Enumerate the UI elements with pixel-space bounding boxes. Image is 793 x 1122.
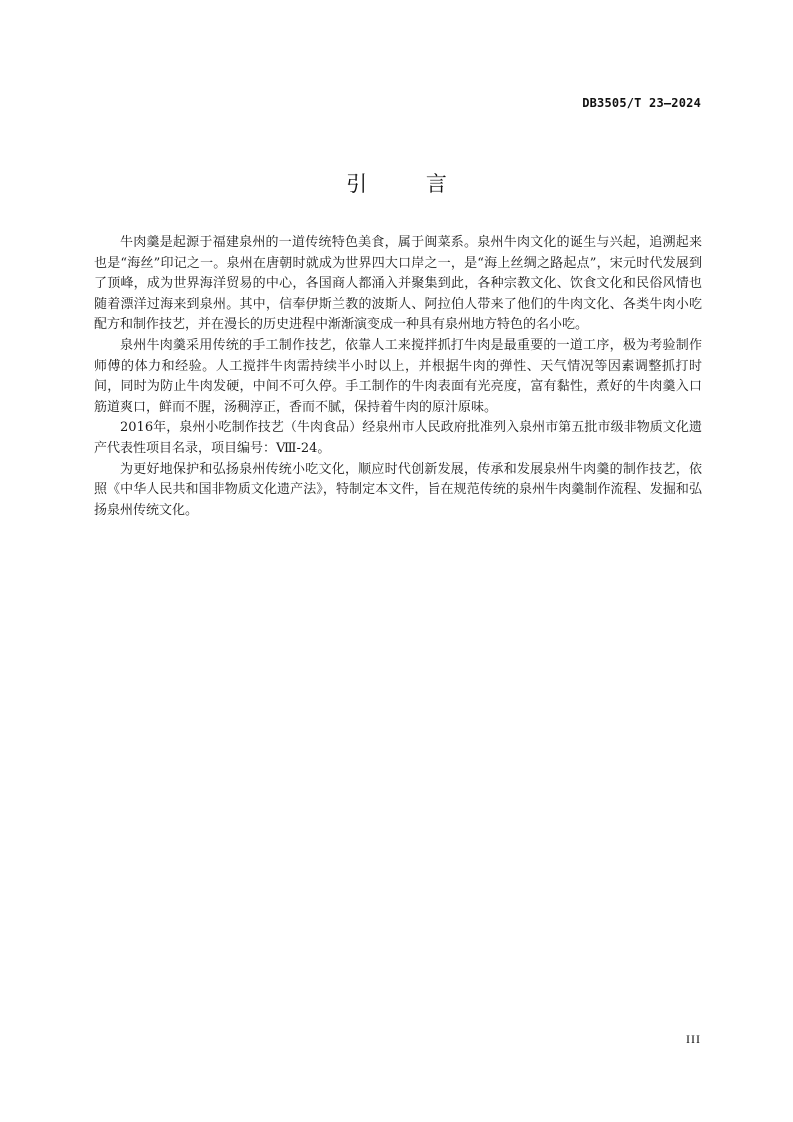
page-number: III bbox=[686, 1032, 701, 1046]
paragraph: 牛肉羹是起源于福建泉州的一道传统特色美食，属于闽菜系。泉州牛肉文化的诞生与兴起，追溯起来也是“海丝”印记之一。泉州在唐朝时就成为世界四大口岸之一，是“海上丝绸之路起点”，宋元时代发展到了顶峰，成为世界海洋贸易的中心，各国商人都涌入并聚集到此，各种宗教文化、饮食文化和民俗风情也随着漂洋过海来到泉州。其中，信奉伊斯兰教的波斯人、阿拉伯人带来了他们的牛肉文化、各类牛肉小吃配方和制作技艺，并在漫长的历史进程中渐渐演变成一种具有泉州地方特色的名小吃。 bbox=[94, 235, 702, 333]
paragraph: 泉州牛肉羹采用传统的手工制作技艺，依靠人工来搅拌抓打牛肉是最重要的一道工序，极为考验制作师傅的体力和经验。人工搅拌牛肉需持续半小时以上，并根据牛肉的弹性、天气情况等因素调整抓打时间，同时为防止牛肉发硬，中间不可久停。手工制作的牛肉表面有光亮度，富有黏性，煮好的牛肉羹入口筋道爽口，鲜而不腥，汤稠淳正，香而不腻，保持着牛肉的原汁原味。 bbox=[94, 337, 702, 415]
paragraph: 为更好地保护和弘扬泉州传统小吃文化，顺应时代创新发展，传承和发展泉州牛肉羹的制作技艺，依照《中华人民共和国非物质文化遗产法》，特制定本文件，旨在规范传统的泉州牛肉羹制作流程、发掘和弘扬泉州传统文化。 bbox=[94, 461, 702, 518]
document-body bbox=[94, 233, 702, 521]
section-title: 引 言 bbox=[346, 172, 473, 196]
paragraph: 2016年，泉州小吃制作技艺（牛肉食品）经泉州市人民政府批准列入泉州市第五批市级非物质文化遗产代表性项目名录，项目编号：Ⅷ-24。 bbox=[94, 420, 702, 456]
document-code: DB3505/T 23—2024 bbox=[582, 96, 701, 110]
